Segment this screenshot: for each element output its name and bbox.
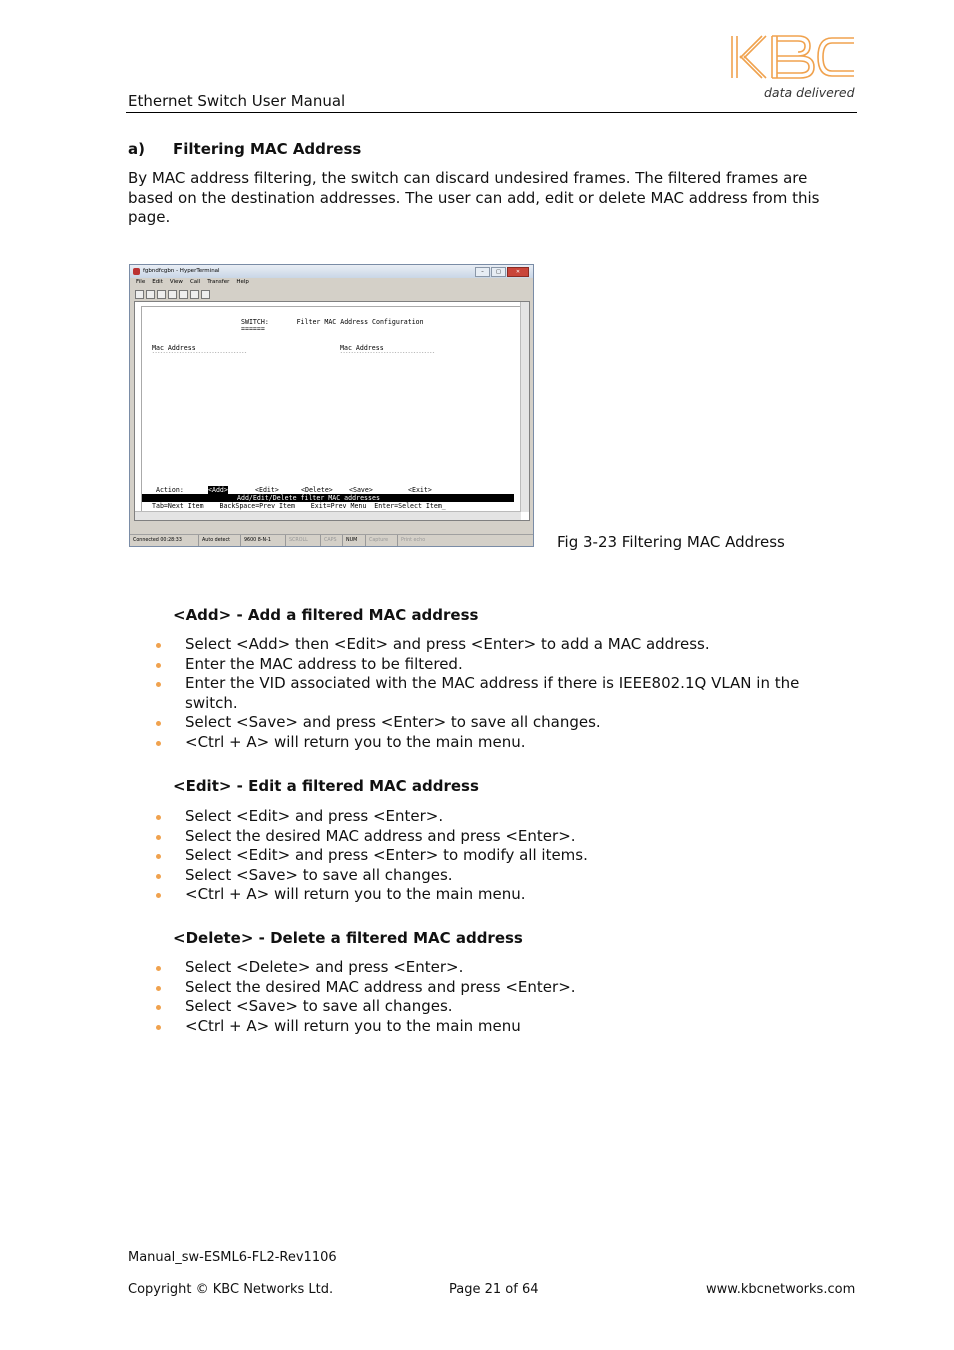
list-item: <Ctrl + A> will return you to the main menu	[155, 1017, 855, 1037]
status-caps: CAPS	[321, 535, 343, 546]
list-item: <Ctrl + A> will return you to the main menu.	[155, 733, 855, 753]
close-icon: ✕	[507, 267, 529, 277]
vertical-scrollbar	[520, 302, 529, 512]
menu-transfer: Transfer	[207, 279, 230, 285]
document-title: Ethernet Switch User Manual	[128, 92, 346, 110]
manual-id: Manual_sw-ESML6-FL2-Rev1106	[128, 1250, 337, 1265]
terminal-screen	[141, 306, 521, 513]
add-list	[155, 635, 855, 752]
horizontal-scrollbar	[135, 511, 521, 520]
header-rule	[126, 112, 857, 113]
figure-caption: Fig 3-23 Filtering MAC Address	[557, 533, 785, 551]
edit-list	[155, 807, 855, 905]
column-rule-1: -----------------------------------	[152, 351, 247, 356]
new-icon	[135, 290, 144, 299]
menu-edit: Edit	[152, 279, 163, 285]
status-print-echo: Print echo	[401, 538, 426, 543]
page-number: Page 21 of 64	[449, 1282, 539, 1297]
toolbar	[135, 290, 210, 299]
list-item: Select <Edit> and press <Enter>.	[155, 807, 855, 827]
logo-tagline: data delivered	[764, 85, 855, 100]
list-item: Select <Save> to save all changes.	[155, 866, 855, 886]
column-header-1: Mac Address	[152, 344, 196, 352]
send-icon	[179, 290, 188, 299]
kbc-logo	[728, 34, 856, 80]
hint-text: Add/Edit/Delete filter MAC addresses	[237, 494, 380, 502]
properties-icon	[201, 290, 210, 299]
connect-icon	[157, 290, 166, 299]
action-label: Action:	[156, 486, 184, 494]
window-title: fgbndfcgbn - HyperTerminal	[143, 268, 220, 274]
list-item: Select <Add> then <Edit> and press <Enter> to add a MAC address.	[155, 635, 855, 655]
list-item: <Ctrl + A> will return you to the main menu.	[155, 885, 855, 905]
status-num: NUM	[343, 535, 366, 546]
terminal-title-underline: ======	[241, 325, 265, 333]
delete-heading: <Delete> - Delete a filtered MAC address	[173, 929, 523, 947]
menu-file: File	[136, 279, 146, 285]
receive-icon	[190, 290, 199, 299]
disconnect-icon	[168, 290, 177, 299]
terminal-area	[134, 301, 530, 521]
window-buttons	[475, 267, 529, 276]
menu-bar	[136, 279, 249, 285]
status-capture: Capture	[366, 535, 398, 546]
action-save: <Save>	[349, 486, 373, 494]
terminal-title: SWITCH: Filter MAC Address Configuration	[241, 318, 424, 326]
list-item: Select the desired MAC address and press <Enter>.	[155, 827, 855, 847]
list-item: Select <Edit> and press <Enter> to modify all items.	[155, 846, 855, 866]
section-number: a)	[128, 140, 145, 158]
website: www.kbcnetworks.com	[706, 1282, 856, 1297]
app-icon	[133, 268, 140, 275]
key-help-line: Tab=Next Item BackSpace=Prev Item Exit=Prev Menu Enter=Select Item_	[152, 502, 446, 510]
list-item: Select <Save> and press <Enter> to save all changes.	[155, 713, 855, 733]
column-header-2: Mac Address	[340, 344, 384, 352]
action-add: <Add>	[208, 486, 228, 494]
edit-heading: <Edit> - Edit a filtered MAC address	[173, 777, 479, 795]
add-heading: <Add> - Add a filtered MAC address	[173, 606, 479, 624]
list-item: Select <Delete> and press <Enter>.	[155, 958, 855, 978]
section-title: Filtering MAC Address	[173, 140, 362, 158]
list-item: Enter the VID associated with the MAC address if there is IEEE802.1Q VLAN in the switch.	[155, 674, 855, 713]
action-exit: <Exit>	[408, 486, 432, 494]
action-edit: <Edit>	[255, 486, 279, 494]
window-titlebar	[130, 265, 533, 278]
column-rule-2: -----------------------------------	[340, 351, 435, 356]
delete-list	[155, 958, 855, 1036]
action-delete: <Delete>	[301, 486, 333, 494]
hyperterminal-screenshot	[129, 264, 534, 547]
status-scroll: SCROLL	[286, 535, 321, 546]
minimize-icon: –	[475, 267, 490, 277]
list-item: Select <Save> to save all changes.	[155, 997, 855, 1017]
status-bar	[130, 534, 533, 546]
status-detect: Auto detect	[199, 535, 241, 546]
status-connected: Connected 00:28:33	[130, 535, 199, 546]
list-item: Select the desired MAC address and press <Enter>.	[155, 978, 855, 998]
menu-help: Help	[236, 279, 249, 285]
intro-paragraph: By MAC address filtering, the switch can discard undesired frames. The filtered frames are based on the destination addresses. The user can add, edit or delete MAC address from this page.	[128, 169, 820, 226]
maximize-icon: □	[491, 267, 506, 277]
menu-call: Call	[189, 279, 201, 285]
open-icon	[146, 290, 155, 299]
copyright: Copyright © KBC Networks Ltd.	[128, 1282, 334, 1297]
status-settings: 9600 8-N-1	[241, 535, 286, 546]
section-heading	[128, 140, 361, 158]
list-item: Enter the MAC address to be filtered.	[155, 655, 855, 675]
menu-view: View	[169, 279, 183, 285]
